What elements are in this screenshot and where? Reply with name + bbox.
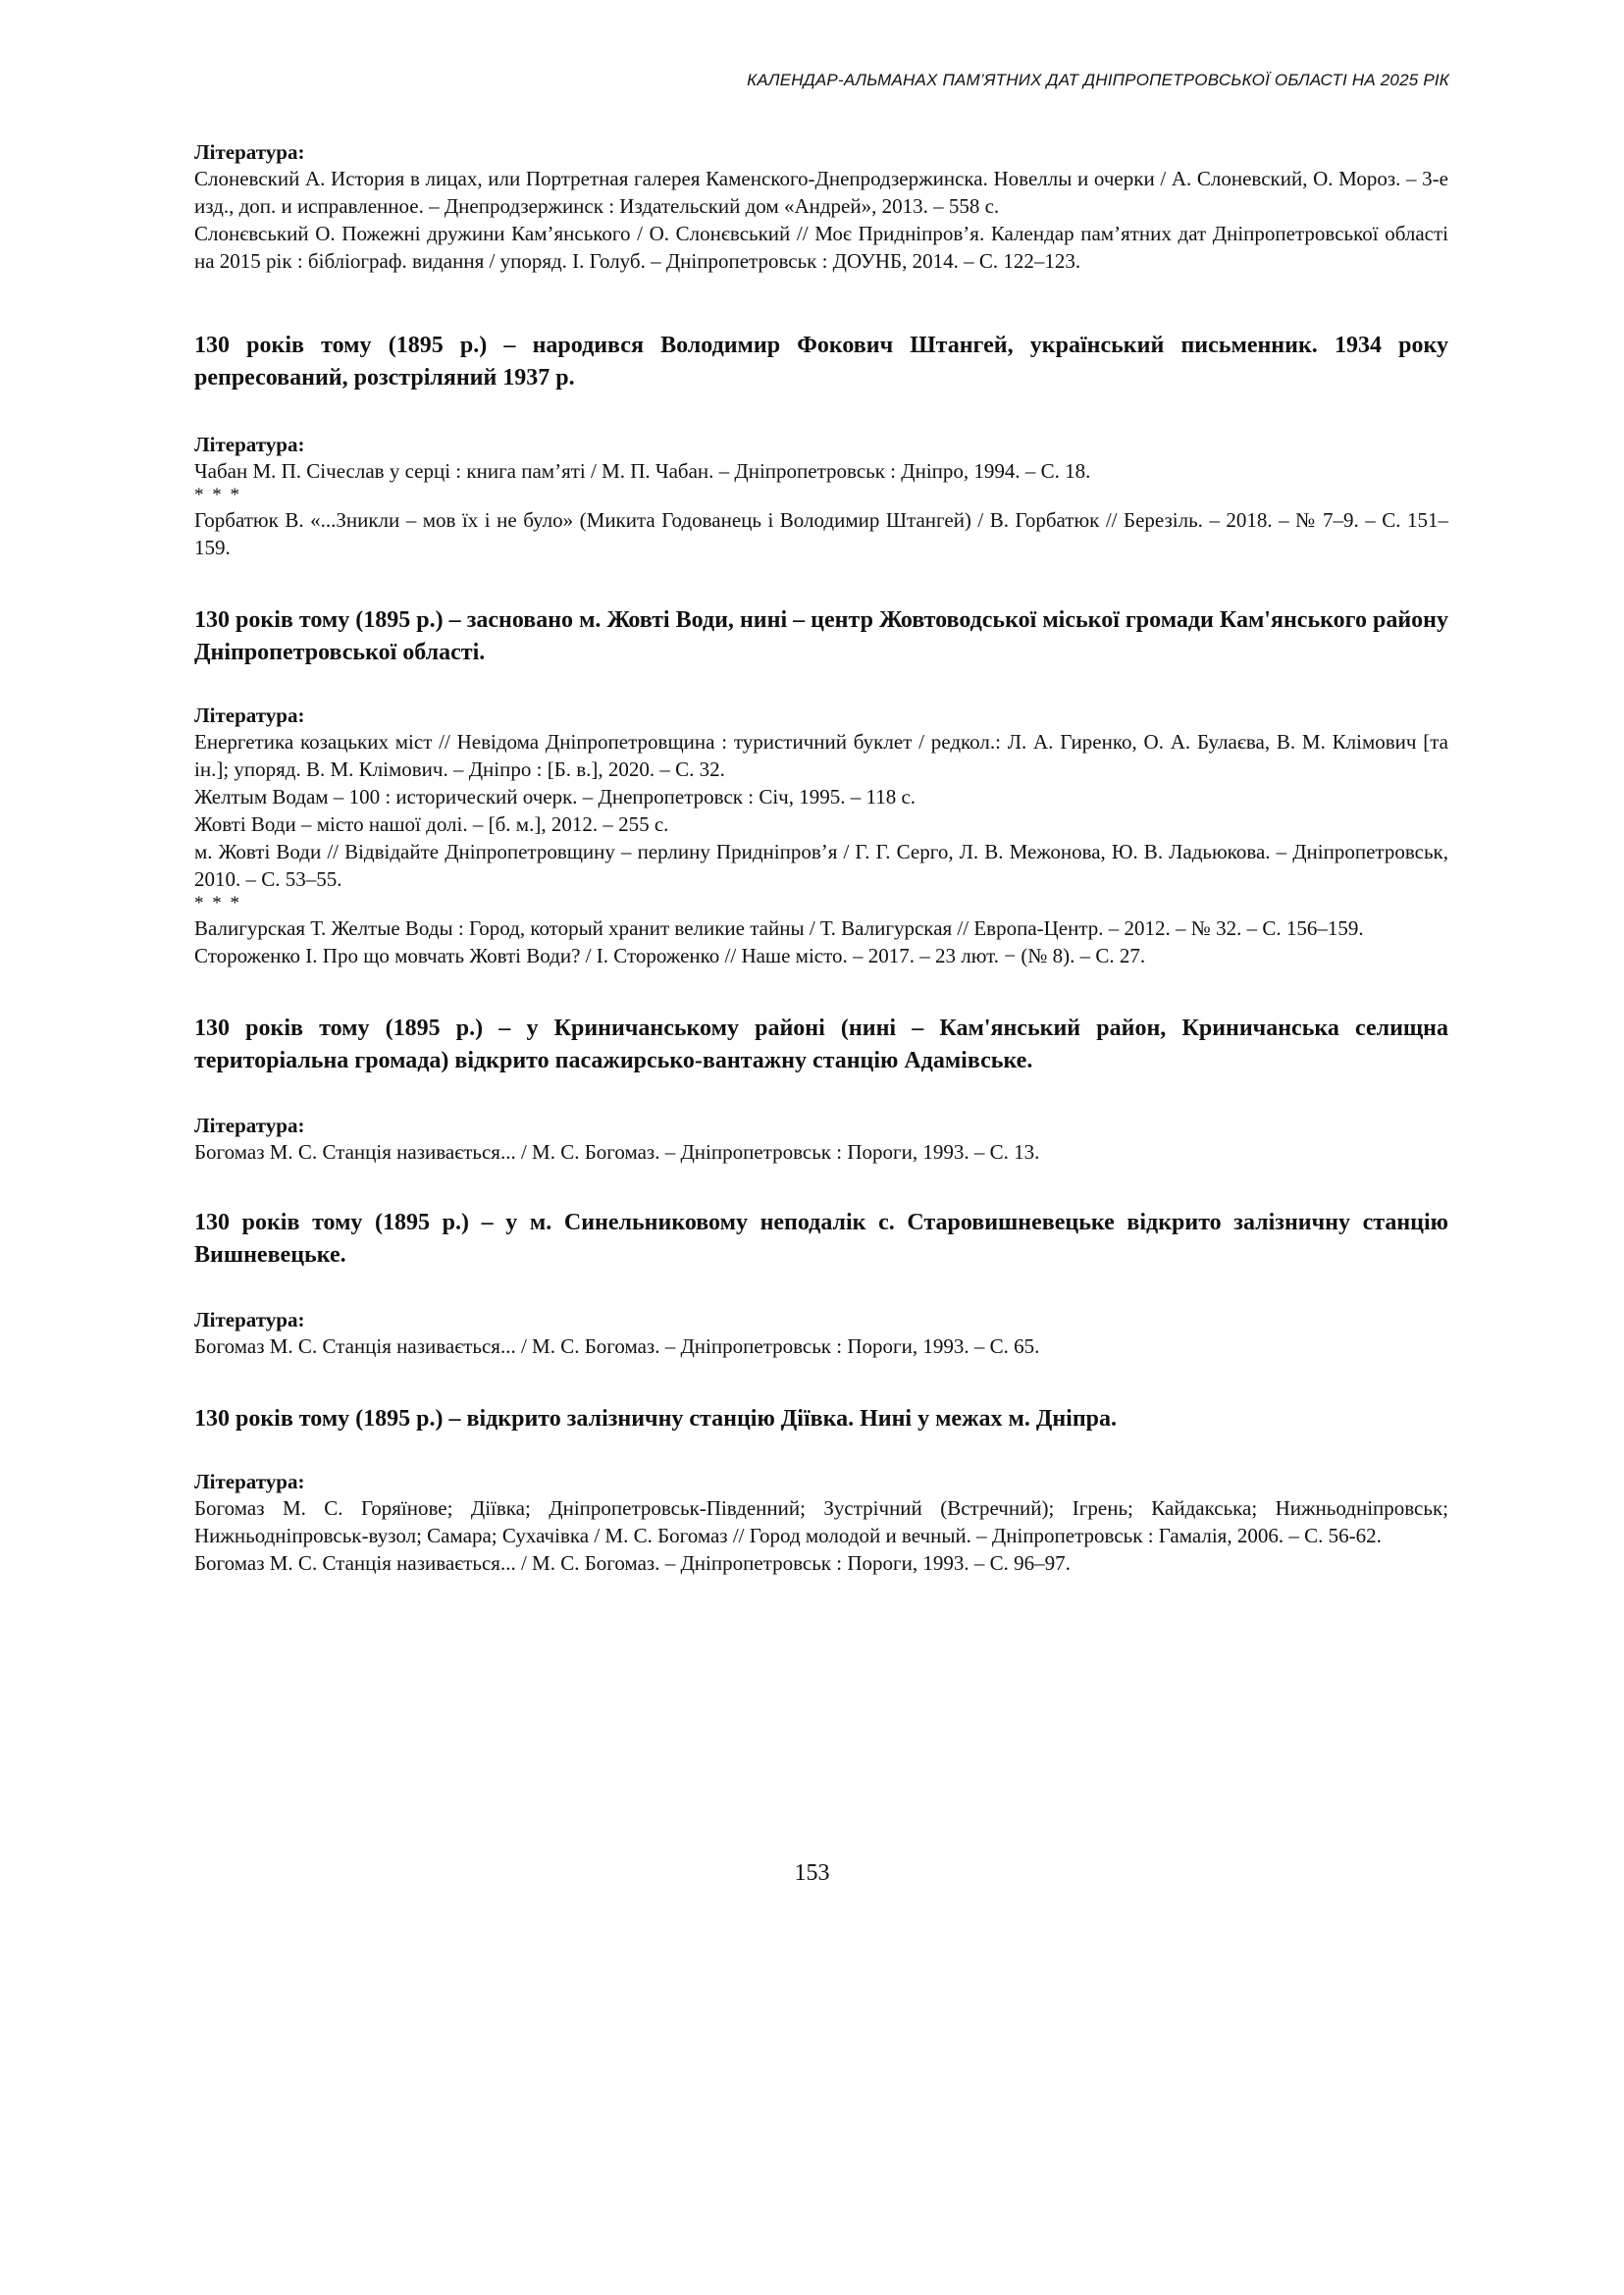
bibliography-entry: Богомаз М. С. Станція називається... / М. С. Богомаз. – Дніпропетровськ : Пороги, 1993. – С. 65. [194,1334,1040,1358]
literature-label: Література: [194,1470,305,1493]
section-separator: * * * [194,485,241,505]
literature-label: Література: [194,433,305,456]
event-section [194,1207,1448,1360]
event-literature [194,1307,1448,1360]
page-number: 153 [794,1860,830,1886]
event-title: 130 років тому (1895 р.) – у м. Синельниковому неподалік с. Старовишневецьке відкрито залізничну станцію Вишневецьке. [194,1210,1448,1268]
section-separator: * * * [194,893,241,913]
bibliography-entry: Слоневский А. История в лицах, или Портретная галерея Каменского-Днепродзержинска. Новеллы и очерки / А. Слоневский, О. Мороз. – 3-е изд., доп. и исправленное. – Днепродзержинск : Издательский дом «Андрей», 2013. – 558 с. [194,167,1448,218]
event-title: 130 років тому (1895 р.) – народився Володимир Фокович Штангей, український письменник. 1934 року репресований, розстріляний 1937 р. [194,333,1448,391]
bibliography-entry: Богомаз М. С. Станція називається... / М. С. Богомаз. – Дніпропетровськ : Пороги, 1993. – С. 13. [194,1140,1040,1164]
event-literature [194,1469,1448,1577]
page-content [194,139,1448,1577]
literature-label: Література: [194,140,305,164]
bibliography-entry: Жовті Води – місто нашої долі. – [б. м.], 2012. – 255 с. [194,812,669,836]
bibliography-entry: м. Жовті Води // Відвідайте Дніпропетровщину – перлину Придніпров’я / Г. Г. Серго, Л. В. Межонова, Ю. В. Ладьюкова. – Дніпропетровськ, 2010. – С. 53–55. [194,840,1448,891]
event-title: 130 років тому (1895 р.) – засновано м. Жовті Води, нині – центр Жовтоводської міської громади Кам'янського району Дніпропетровської області. [194,607,1448,665]
event-section [194,330,1448,561]
bibliography-entry: Богомаз М. С. Горяїнове; Діївка; Дніпропетровськ-Південний; Зустрічний (Встречний); Ігрень; Кайдакська; Нижньодніпровськ; Нижньодніпровськ-вузол; Самара; Сухачівка / М. С. Богомаз // Город молодой и вечный. – Дніпропетровськ : Гамалія, 2006. – С. 56-62. [194,1496,1448,1547]
bibliography-entry: Горбатюк В. «...Зникли – мов їх і не було» (Микита Годованець і Володимир Штангей) / В. Горбатюк // Березіль. – 2018. – № 7–9. – С. 151–159. [194,508,1448,559]
bibliography-entry: Слонєвський О. Пожежні дружини Кам’янського / О. Слонєвський // Моє Придніпров’я. Календар пам’ятних дат Дніпропетровської області на 2015 рік : бібліограф. видання / упоряд. І. Голуб. – Дніпропетровськ : ДОУНБ, 2014. – С. 122–123. [194,222,1448,273]
literature-label: Література: [194,704,305,727]
event-section [194,1013,1448,1166]
bibliography-entry: Желтым Водам – 100 : исторический очерк. – Днепропетровск : Січ, 1995. – 118 с. [194,785,917,808]
event-section [194,604,1448,969]
bibliography-entry: Енергетика козацьких міст // Невідома Дніпропетровщина : туристичний буклет / редкол.: Л. А. Гиренко, О. А. Булаєва, В. М. Клімович [та ін.]; упоряд. В. М. Клімович. – Дніпро : [Б. в.], 2020. – С. 32. [194,730,1448,781]
literature-label: Література: [194,1114,305,1137]
event-section [194,1403,1448,1577]
bibliography-entry: Стороженко І. Про що мовчать Жовті Води? / І. Стороженко // Наше місто. – 2017. – 23 лют. − (№ 8). – С. 27. [194,944,1146,967]
intro-literature [194,139,1448,275]
event-literature [194,1113,1448,1166]
event-literature [194,432,1448,561]
literature-label: Література: [194,1308,305,1331]
event-title: 130 років тому (1895 р.) – відкрито залізничну станцію Діївка. Нині у межах м. Дніпра. [194,1406,1117,1432]
event-title: 130 років тому (1895 р.) – у Криничанському районі (нині – Кам'янський район, Криничанська селищна територіальна громада) відкрито пасажирсько-вантажну станцію Адамівське. [194,1016,1448,1073]
bibliography-entry: Валигурская Т. Желтые Воды : Город, который хранит великие тайны / Т. Валигурская // Европа-Центр. – 2012. – № 32. – С. 156–159. [194,916,1364,940]
bibliography-entry: Богомаз М. С. Станція називається... / М. С. Богомаз. – Дніпропетровськ : Пороги, 1993. – С. 96–97. [194,1551,1071,1575]
event-literature [194,703,1448,969]
running-header: КАЛЕНДАР-АЛЬМАНАХ ПАМ’ЯТНИХ ДАТ ДНІПРОПЕТРОВСЬКОЇ ОБЛАСТІ НА 2025 РІК [747,71,1449,89]
bibliography-entry: Чабан М. П. Січеслав у серці : книга пам’яті / М. П. Чабан. – Дніпропетровськ : Дніпро, 1994. – С. 18. [194,459,1091,483]
